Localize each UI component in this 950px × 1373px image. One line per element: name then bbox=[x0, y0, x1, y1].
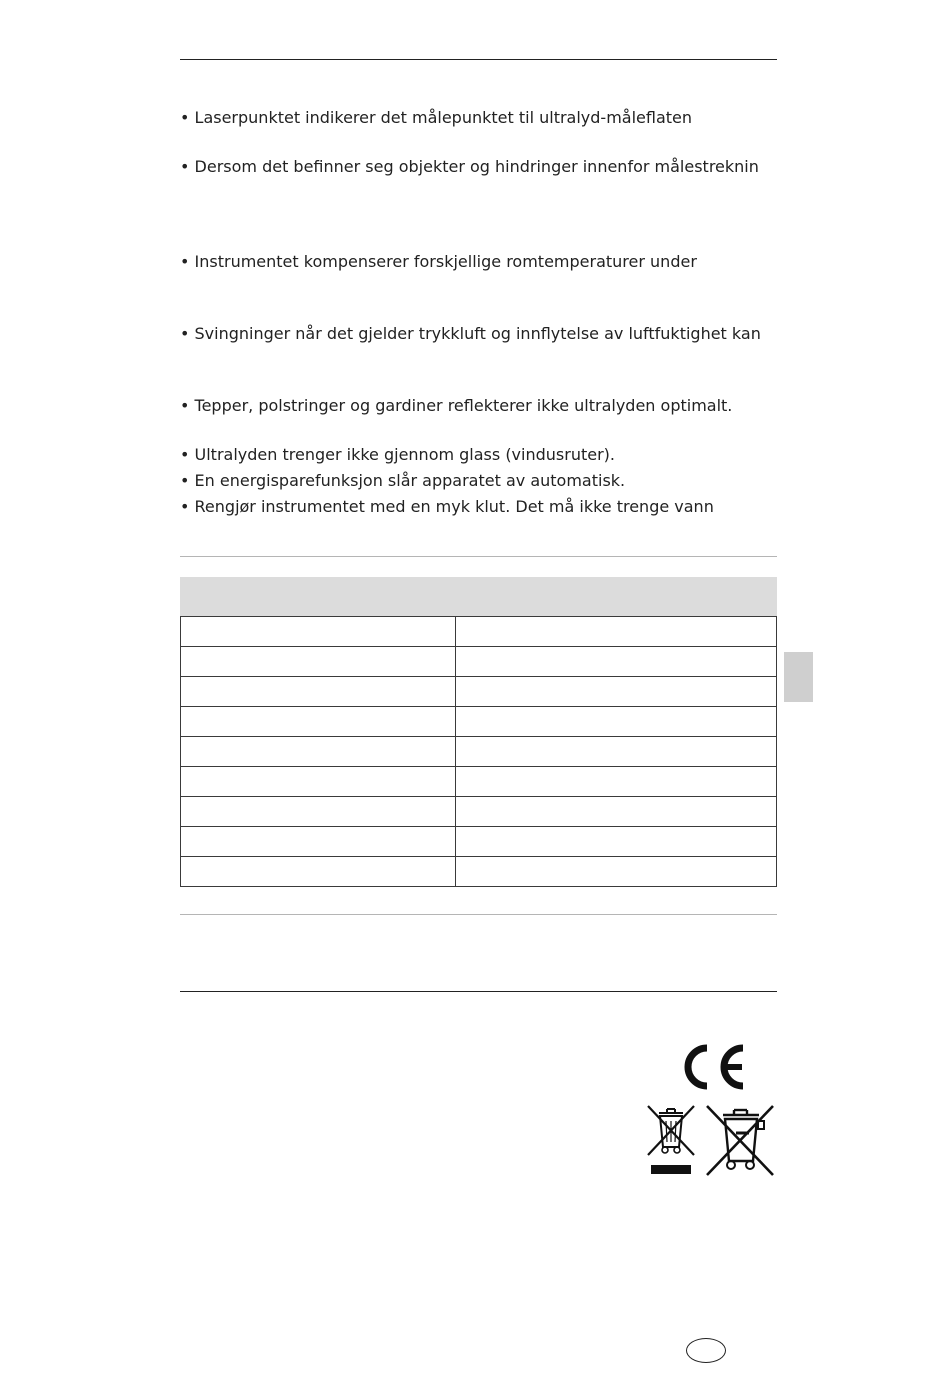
table-cell-label bbox=[181, 707, 456, 737]
page-oval-icon bbox=[686, 1338, 726, 1363]
table-cell-value bbox=[456, 767, 777, 797]
table-row bbox=[181, 857, 777, 887]
table-row bbox=[181, 677, 777, 707]
table-row bbox=[181, 737, 777, 767]
table-cell-label bbox=[181, 617, 456, 647]
spec-table-header bbox=[180, 577, 777, 616]
spec-table bbox=[180, 616, 777, 887]
table-cell-value bbox=[456, 737, 777, 767]
ce-mark-icon bbox=[678, 1043, 746, 1091]
table-row bbox=[181, 827, 777, 857]
crossed-out-bin-icon bbox=[703, 1103, 777, 1177]
table-cell-label bbox=[181, 647, 456, 677]
table-cell-value bbox=[456, 677, 777, 707]
language-side-tab bbox=[784, 652, 813, 702]
table-row bbox=[181, 647, 777, 677]
table-row bbox=[181, 767, 777, 797]
bullet-temperature: • Instrumentet kompenserer forskjellige romtemperaturer under bbox=[180, 252, 697, 271]
table-cell-value bbox=[456, 827, 777, 857]
bullet-energy-saving: • En energisparefunksjon slår apparatet av automatisk. bbox=[180, 471, 626, 490]
table-cell-label bbox=[181, 677, 456, 707]
table-cell-value bbox=[456, 617, 777, 647]
table-cell-label bbox=[181, 857, 456, 887]
table-row bbox=[181, 797, 777, 827]
table-cell-label bbox=[181, 797, 456, 827]
bullet-obstacles: • Dersom det befinner seg objekter og hindringer innenfor målestreknin bbox=[180, 157, 759, 176]
table-cell-value bbox=[456, 857, 777, 887]
table-cell-label bbox=[181, 767, 456, 797]
bullet-glass: • Ultralyden trenger ikke gjennom glass (vindusruter). bbox=[180, 445, 615, 464]
table-row bbox=[181, 707, 777, 737]
table-cell-value bbox=[456, 707, 777, 737]
table-cell-label bbox=[181, 827, 456, 857]
bullet-air-pressure: • Svingninger når det gjelder trykkluft og innflytelse av luftfuktighet kan bbox=[180, 324, 761, 343]
table-cell-value bbox=[456, 797, 777, 827]
section-divider-lower bbox=[180, 914, 777, 915]
crossed-out-bin-with-bar-icon bbox=[645, 1103, 697, 1177]
bullet-carpets: • Tepper, polstringer og gardiner reflekterer ikke ultralyden optimalt. bbox=[180, 396, 733, 415]
table-cell-label bbox=[181, 737, 456, 767]
top-rule bbox=[180, 59, 777, 60]
bullet-cleaning: • Rengjør instrumentet med en myk klut. Det må ikke trenge vann bbox=[180, 497, 714, 516]
section-divider-upper bbox=[180, 556, 777, 557]
section-rule-bottom bbox=[180, 991, 777, 992]
table-cell-value bbox=[456, 647, 777, 677]
bullet-laser-point: • Laserpunktet indikerer det målepunktet til ultralyd-måleflaten bbox=[180, 108, 693, 127]
table-row bbox=[181, 617, 777, 647]
